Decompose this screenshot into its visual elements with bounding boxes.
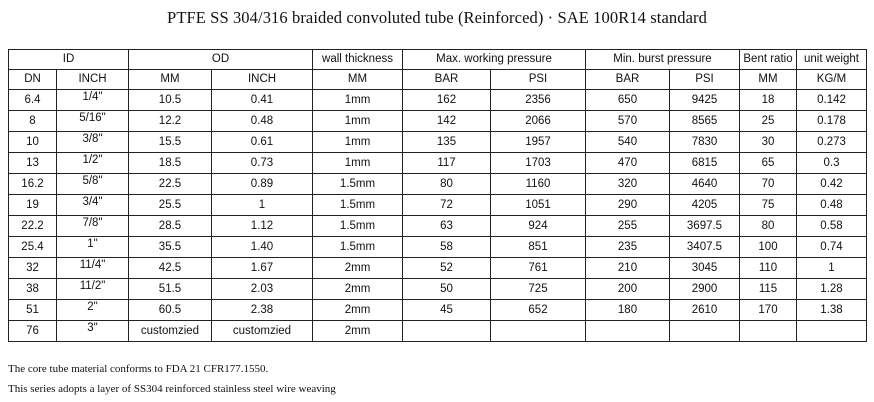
table-row [9, 90, 867, 111]
header-id: ID [9, 50, 129, 70]
cell-wall-mm: 1.5mm [313, 195, 403, 216]
cell-bent-mm: 65 [740, 153, 797, 174]
cell-max-bar: 63 [403, 216, 491, 237]
cell-wall-mm: 2mm [313, 279, 403, 300]
cell-burst-psi: 2610 [670, 300, 740, 321]
note-fda: The core tube material conforms to FDA 21 CFR177.1550. [8, 363, 269, 375]
header-max-working-pressure: Max. working pressure [403, 50, 586, 70]
cell-bent-mm: 115 [740, 279, 797, 300]
cell-burst-bar: 180 [586, 300, 670, 321]
header-wall-thickness: wall thickness [313, 50, 403, 70]
cell-id-inch-text: 1" [87, 237, 98, 250]
cell-burst-psi: 8565 [670, 111, 740, 132]
cell-burst-psi: 4205 [670, 195, 740, 216]
table-row [9, 300, 867, 321]
cell-weight-kgm: 1.28 [797, 279, 867, 300]
cell-id-inch [57, 258, 129, 279]
cell-max-bar: 58 [403, 237, 491, 258]
cell-bent-mm: 75 [740, 195, 797, 216]
cell-max-psi: 2066 [491, 111, 586, 132]
note-weaving: This series adopts a layer of SS304 reinforced stainless steel wire weaving [8, 383, 336, 395]
cell-max-psi: 725 [491, 279, 586, 300]
cell-id-inch [57, 153, 129, 174]
cell-max-psi: 851 [491, 237, 586, 258]
cell-od-mm: 25.5 [129, 195, 212, 216]
cell-od-mm: customzied [129, 321, 212, 342]
cell-od-inch: 0.89 [212, 174, 313, 195]
cell-od-mm: 18.5 [129, 153, 212, 174]
table-row [9, 195, 867, 216]
cell-bent-mm: 25 [740, 111, 797, 132]
cell-dn: 8 [9, 111, 57, 132]
cell-id-inch [57, 279, 129, 300]
cell-id-inch-text: 7/8" [82, 216, 103, 229]
cell-weight-kgm: 0.142 [797, 90, 867, 111]
cell-id-inch-text: 1/4" [82, 90, 103, 103]
cell-burst-psi: 9425 [670, 90, 740, 111]
cell-weight-kgm [797, 321, 867, 342]
cell-od-mm: 22.5 [129, 174, 212, 195]
table-row [9, 153, 867, 174]
cell-wall-mm: 1.5mm [313, 174, 403, 195]
table-row [9, 258, 867, 279]
cell-max-psi: 1957 [491, 132, 586, 153]
cell-burst-bar: 650 [586, 90, 670, 111]
cell-weight-kgm: 0.58 [797, 216, 867, 237]
cell-burst-bar: 255 [586, 216, 670, 237]
cell-burst-psi: 4640 [670, 174, 740, 195]
table-row [9, 111, 867, 132]
cell-max-bar: 52 [403, 258, 491, 279]
cell-bent-mm: 30 [740, 132, 797, 153]
header-min-burst-pressure: Min. burst pressure [586, 50, 740, 70]
cell-weight-kgm: 1.38 [797, 300, 867, 321]
cell-wall-mm: 1mm [313, 132, 403, 153]
subheader-od-inch: INCH [212, 70, 313, 90]
spec-table-body [9, 90, 867, 342]
cell-od-mm: 10.5 [129, 90, 212, 111]
cell-max-bar: 162 [403, 90, 491, 111]
cell-max-psi: 761 [491, 258, 586, 279]
cell-dn: 19 [9, 195, 57, 216]
cell-burst-psi: 3045 [670, 258, 740, 279]
cell-wall-mm: 1.5mm [313, 237, 403, 258]
cell-id-inch-text: 2" [87, 300, 98, 313]
cell-max-bar: 117 [403, 153, 491, 174]
cell-weight-kgm: 0.48 [797, 195, 867, 216]
cell-dn: 6.4 [9, 90, 57, 111]
cell-burst-bar: 570 [586, 111, 670, 132]
cell-max-psi: 2356 [491, 90, 586, 111]
cell-burst-bar: 540 [586, 132, 670, 153]
cell-id-inch-text: 11/4" [79, 258, 106, 271]
cell-burst-bar: 290 [586, 195, 670, 216]
cell-burst-bar [586, 321, 670, 342]
cell-bent-mm [740, 321, 797, 342]
cell-dn: 16.2 [9, 174, 57, 195]
cell-od-inch: 0.73 [212, 153, 313, 174]
cell-od-mm: 60.5 [129, 300, 212, 321]
cell-od-inch: 0.61 [212, 132, 313, 153]
cell-burst-bar: 235 [586, 237, 670, 258]
cell-od-inch: 1 [212, 195, 313, 216]
cell-wall-mm: 2mm [313, 258, 403, 279]
subheader-burst-bar: BAR [586, 70, 670, 90]
cell-od-mm: 42.5 [129, 258, 212, 279]
header-od: OD [129, 50, 313, 70]
table-row [9, 237, 867, 258]
cell-weight-kgm: 1 [797, 258, 867, 279]
subheader-bent-mm: MM [740, 70, 797, 90]
cell-max-bar [403, 321, 491, 342]
table-row [9, 321, 867, 342]
cell-dn: 51 [9, 300, 57, 321]
cell-od-mm: 35.5 [129, 237, 212, 258]
cell-burst-psi: 6815 [670, 153, 740, 174]
cell-max-psi: 652 [491, 300, 586, 321]
cell-max-psi: 1051 [491, 195, 586, 216]
cell-weight-kgm: 0.74 [797, 237, 867, 258]
cell-bent-mm: 70 [740, 174, 797, 195]
cell-burst-psi: 3407.5 [670, 237, 740, 258]
cell-max-psi: 924 [491, 216, 586, 237]
subheader-weight-kgm: KG/M [797, 70, 867, 90]
cell-wall-mm: 1mm [313, 90, 403, 111]
cell-burst-psi: 3697.5 [670, 216, 740, 237]
cell-weight-kgm: 0.273 [797, 132, 867, 153]
cell-id-inch-text: 3" [87, 321, 98, 334]
table-row [9, 216, 867, 237]
cell-dn: 32 [9, 258, 57, 279]
cell-od-mm: 51.5 [129, 279, 212, 300]
cell-od-inch: 0.41 [212, 90, 313, 111]
cell-id-inch [57, 90, 129, 111]
cell-id-inch-text: 5/16" [79, 111, 106, 124]
cell-od-inch: 1.12 [212, 216, 313, 237]
cell-od-inch: 1.40 [212, 237, 313, 258]
cell-max-psi: 1703 [491, 153, 586, 174]
cell-max-bar: 50 [403, 279, 491, 300]
cell-od-mm: 12.2 [129, 111, 212, 132]
cell-max-bar: 142 [403, 111, 491, 132]
cell-id-inch [57, 111, 129, 132]
cell-burst-psi: 2900 [670, 279, 740, 300]
cell-id-inch [57, 321, 129, 342]
table-row [9, 174, 867, 195]
cell-bent-mm: 100 [740, 237, 797, 258]
cell-od-inch: 2.38 [212, 300, 313, 321]
cell-wall-mm: 1.5mm [313, 216, 403, 237]
table-row [9, 132, 867, 153]
cell-od-inch: 2.03 [212, 279, 313, 300]
cell-wall-mm: 1mm [313, 153, 403, 174]
subheader-max-bar: BAR [403, 70, 491, 90]
cell-dn: 38 [9, 279, 57, 300]
subheader-dn: DN [9, 70, 57, 90]
subheader-wall-mm: MM [313, 70, 403, 90]
cell-od-mm: 15.5 [129, 132, 212, 153]
cell-id-inch-text: 3/8" [82, 132, 103, 145]
cell-dn: 22.2 [9, 216, 57, 237]
cell-od-inch: 1.67 [212, 258, 313, 279]
cell-od-inch: 0.48 [212, 111, 313, 132]
cell-wall-mm: 2mm [313, 300, 403, 321]
cell-max-bar: 45 [403, 300, 491, 321]
sub-header-row [9, 70, 867, 90]
cell-burst-bar: 210 [586, 258, 670, 279]
cell-bent-mm: 18 [740, 90, 797, 111]
cell-dn: 76 [9, 321, 57, 342]
cell-id-inch [57, 237, 129, 258]
cell-od-inch: customzied [212, 321, 313, 342]
cell-burst-bar: 470 [586, 153, 670, 174]
cell-wall-mm: 2mm [313, 321, 403, 342]
group-header-row [9, 50, 867, 70]
cell-dn: 25.4 [9, 237, 57, 258]
cell-id-inch-text: 5/8" [82, 174, 103, 187]
cell-max-bar: 72 [403, 195, 491, 216]
cell-bent-mm: 110 [740, 258, 797, 279]
cell-id-inch-text: 3/4" [82, 195, 103, 208]
cell-bent-mm: 80 [740, 216, 797, 237]
cell-max-psi: 1160 [491, 174, 586, 195]
cell-weight-kgm: 0.42 [797, 174, 867, 195]
cell-id-inch [57, 300, 129, 321]
cell-id-inch-text: 1/2" [82, 153, 103, 166]
cell-id-inch [57, 195, 129, 216]
cell-id-inch [57, 174, 129, 195]
header-bent-ratio: Bent ratio [740, 50, 797, 70]
cell-od-mm: 28.5 [129, 216, 212, 237]
subheader-burst-psi: PSI [670, 70, 740, 90]
cell-bent-mm: 170 [740, 300, 797, 321]
cell-burst-bar: 200 [586, 279, 670, 300]
cell-max-bar: 80 [403, 174, 491, 195]
header-unit-weight: unit weight [797, 50, 867, 70]
cell-dn: 10 [9, 132, 57, 153]
page-title: PTFE SS 304/316 braided convoluted tube (Reinforced) · SAE 100R14 standard [167, 8, 707, 27]
cell-id-inch [57, 216, 129, 237]
cell-id-inch-text: 11/2" [79, 279, 106, 292]
cell-burst-psi: 7830 [670, 132, 740, 153]
cell-burst-psi [670, 321, 740, 342]
table-row [9, 279, 867, 300]
spec-table [8, 49, 867, 342]
cell-weight-kgm: 0.3 [797, 153, 867, 174]
cell-id-inch [57, 132, 129, 153]
cell-weight-kgm: 0.178 [797, 111, 867, 132]
cell-burst-bar: 320 [586, 174, 670, 195]
cell-max-bar: 135 [403, 132, 491, 153]
cell-wall-mm: 1mm [313, 111, 403, 132]
subheader-id-inch: INCH [57, 70, 129, 90]
subheader-max-psi: PSI [491, 70, 586, 90]
cell-dn: 13 [9, 153, 57, 174]
subheader-od-mm: MM [129, 70, 212, 90]
cell-max-psi [491, 321, 586, 342]
